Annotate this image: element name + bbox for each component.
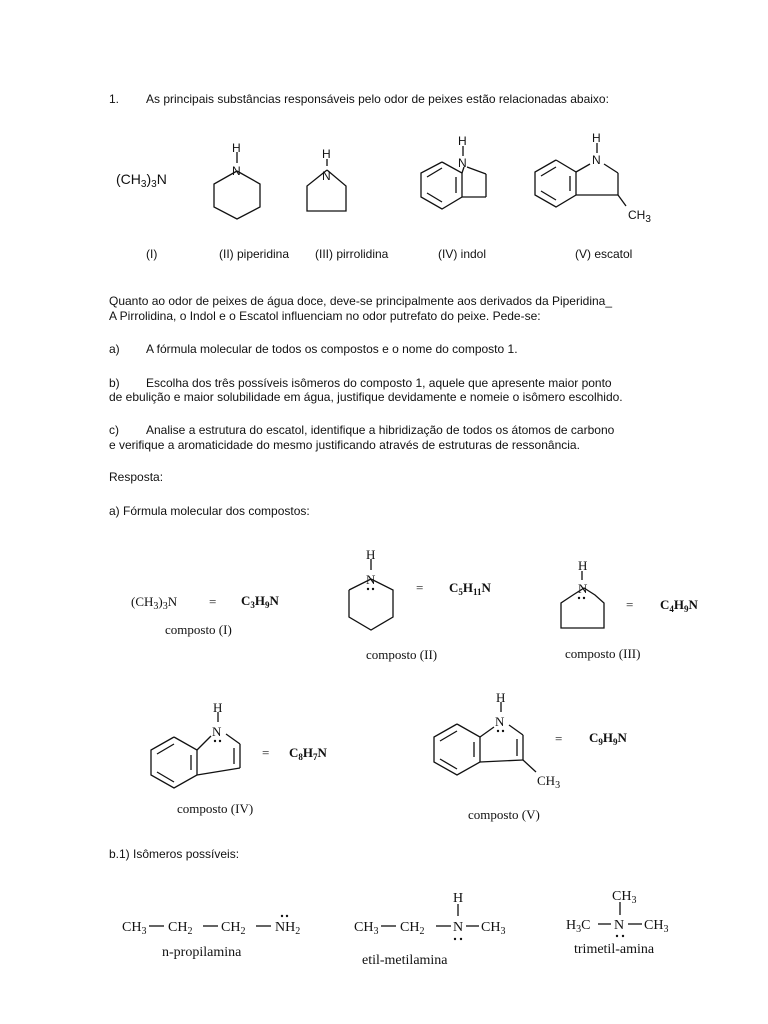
compound-caption-3: (III) pirrolidina	[315, 247, 389, 261]
svg-text:H: H	[592, 131, 601, 145]
svg-text:=: =	[262, 745, 270, 760]
svg-text:H: H	[453, 891, 464, 906]
answer-caption-3: composto (III)	[565, 646, 641, 661]
svg-text:CH3: $CH_3$	[644, 918, 669, 935]
svg-text:CH3: $CH_3$	[537, 773, 561, 791]
svg-text:N: N	[592, 153, 601, 167]
svg-text:H: H	[322, 147, 331, 161]
answer-caption-5: composto (V)	[468, 807, 540, 822]
svg-text:=: =	[416, 580, 424, 595]
svg-text:CH2: $CH_2$	[221, 920, 246, 937]
answer-a-heading: a) Fórmula molecular dos compostos:	[109, 504, 310, 518]
svg-text:N: N	[453, 920, 464, 935]
question-number: 1.	[109, 92, 120, 106]
svg-text:CH3: $CH_3$	[612, 889, 637, 906]
answer-caption-1: composto (I)	[165, 622, 232, 637]
svg-text:H3C: $H_3C$	[566, 918, 591, 935]
svg-text:=: =	[555, 731, 563, 746]
svg-text:=: =	[209, 594, 217, 609]
svg-text:CH2: $CH_2$	[168, 920, 193, 937]
svg-text:(CH3)3N: $(CH_3)_3N$	[131, 594, 178, 612]
svg-text:N: N	[212, 724, 222, 739]
svg-text:=: =	[626, 597, 634, 612]
compound-caption-4: (IV) indol	[438, 247, 487, 261]
svg-text:CH3: $CH_3$	[354, 920, 379, 937]
paragraph-line-2: A Pirrolidina, o Indol e o Escatol influenciam no odor putrefato do peixe. Pede-se:	[109, 309, 541, 323]
answer-skatole-structure	[434, 702, 536, 775]
item-c-line-1: Analise a estrutura do escatol, identifique a hibridização de todos os átomos de carbono	[146, 423, 615, 437]
svg-text:H: H	[232, 141, 241, 155]
formula-compound-2: $C_5H_11N$	[449, 580, 491, 597]
answer-piperidine-structure	[349, 559, 393, 630]
answer-pyrrolidine-structure	[561, 571, 604, 628]
item-b-line-1: Escolha dos três possíveis isômeros do composto 1, aquele que apresente maior ponto	[146, 376, 612, 390]
svg-text:N: N	[614, 918, 625, 933]
skatole-structure	[535, 143, 626, 207]
isomer-name-1: n-propilamina	[162, 945, 242, 960]
compound-caption-5: (V) escatol	[575, 247, 633, 261]
svg-text:N: N	[366, 572, 376, 587]
answer-heading: Resposta:	[109, 470, 164, 484]
item-b-line-2: de ebulição e maior solubilidade em água, justifique devidamente e nomeie o isômero escolhido.	[109, 390, 623, 404]
svg-text:H: H	[496, 690, 506, 705]
svg-text:H: H	[366, 547, 376, 562]
answer-caption-2: composto (II)	[366, 647, 438, 662]
item-a-text: A fórmula molecular de todos os compostos e o nome do composto 1.	[146, 342, 518, 356]
item-c-label: c)	[109, 423, 119, 437]
formula-compound-3: $C_4H_9N$	[660, 597, 698, 614]
compound-caption-1: (I)	[146, 247, 158, 261]
formula-compound-1: $C_3H_9N$	[241, 593, 279, 610]
svg-text:H: H	[578, 558, 588, 573]
svg-text:N: N	[578, 581, 588, 596]
svg-text:N: N	[322, 169, 331, 183]
item-c-line-2: e verifique a aromaticidade do mesmo justificando através de estruturas de ressonância.	[109, 438, 580, 452]
isomer-name-2: etil-metilamina	[362, 953, 448, 968]
item-a-label: a)	[109, 342, 120, 356]
piperidine-structure	[214, 152, 260, 219]
question-intro: As principais substâncias responsáveis pelo odor de peixes estão relacionadas abaixo:	[146, 92, 609, 106]
svg-text:N: N	[458, 156, 467, 170]
pyrrolidine-structure	[307, 159, 346, 211]
formula-compound-4: $C_8H_7N$	[289, 745, 327, 762]
svg-text:CH2: $CH_2$	[400, 920, 425, 937]
svg-text:H: H	[213, 700, 223, 715]
compound-caption-2: (II) piperidina	[219, 247, 290, 261]
trimethylamine-formula: $(CH_3)_3N$	[116, 171, 167, 190]
ethylmethylamine-bonds	[381, 904, 479, 926]
svg-text:H: H	[458, 134, 467, 148]
paragraph-line-1: Quanto ao odor de peixes de água doce, deve-se principalmente aos derivados da Piperidina_	[109, 294, 613, 308]
svg-text:N: N	[232, 164, 241, 178]
indole-structure	[421, 146, 486, 209]
formula-compound-5: $C_9H_9N$	[589, 730, 627, 747]
svg-text:N: N	[495, 714, 505, 729]
isomer-name-3: trimetil-amina	[574, 942, 655, 957]
svg-text:NH2: $NH_2$	[275, 920, 301, 937]
item-b-label: b)	[109, 376, 120, 390]
svg-text:CH3: $CH_3$	[628, 208, 651, 225]
answer-indole-structure	[151, 712, 240, 788]
answer-b1-heading: b.1) Isômeros possíveis:	[109, 847, 240, 861]
svg-text:CH3: $CH_3$	[481, 920, 506, 937]
answer-caption-4: composto (IV)	[177, 801, 254, 816]
svg-text:CH3: $CH_3$	[122, 920, 147, 937]
